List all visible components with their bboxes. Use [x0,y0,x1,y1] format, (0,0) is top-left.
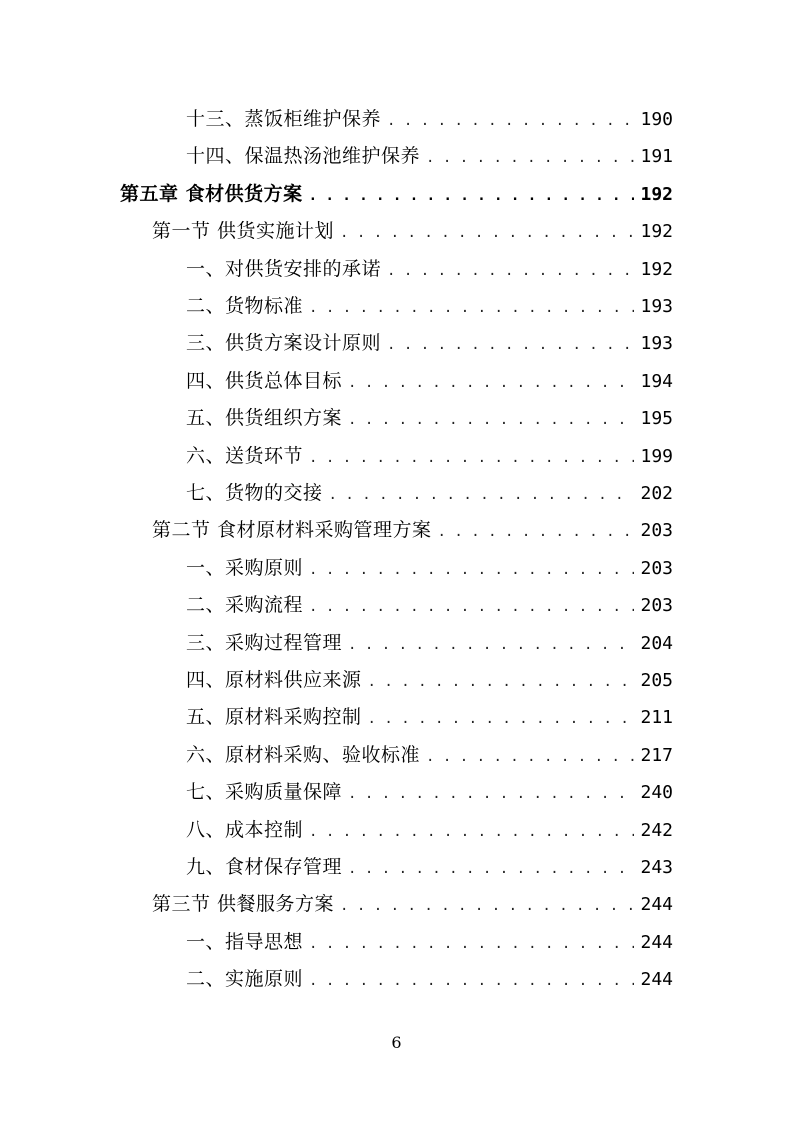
toc-dot-leader [309,446,634,470]
toc-entry[interactable] [186,331,673,355]
toc-entry-page-number: 211 [640,707,673,728]
toc-dot-leader [348,371,634,395]
toc-dot-leader [309,184,635,208]
toc-dot-leader [387,109,634,133]
toc-entry-title: 九、食材保存管理 [186,856,343,878]
toc-entry[interactable] [186,780,673,804]
toc-entry-page-number: 242 [640,820,673,841]
toc-entry-title: 二、货物标准 [186,295,304,317]
toc-entry-title: 十三、蒸饭柜维护保养 [186,108,382,130]
toc-entry[interactable] [152,219,673,243]
toc-entry-title: 二、实施原则 [186,968,304,990]
toc-entry-page-number: 217 [640,745,673,766]
toc-entry-page-number: 244 [640,894,673,915]
toc-entry-title: 一、对供货安排的承诺 [186,258,382,280]
toc-entry-title: 第二节 食材原材料采购管理方案 [152,519,432,541]
toc-dot-leader [348,633,634,657]
toc-entry-page-number: 203 [640,520,673,541]
toc-entry-title: 五、供货组织方案 [186,407,343,429]
toc-entry-page-number: 192 [640,184,673,205]
toc-entry-title: 六、送货环节 [186,445,304,467]
toc-entry-title: 第三节 供餐服务方案 [152,893,335,915]
toc-dot-leader [309,296,634,320]
toc-entry-page-number: 203 [640,595,673,616]
toc-entry-page-number: 240 [640,782,673,803]
toc-entry-title: 六、原材料采购、验收标准 [186,744,421,766]
toc-entry-page-number: 193 [640,333,673,354]
toc-dot-leader [309,969,634,993]
toc-dot-leader [387,259,634,283]
toc-entry[interactable] [186,144,673,168]
toc-entry-title: 八、成本控制 [186,819,304,841]
toc-dot-leader [309,595,634,619]
toc-dot-leader [348,408,634,432]
toc-entry[interactable] [186,406,673,430]
toc-entry[interactable] [186,444,673,468]
toc-entry[interactable] [186,855,673,879]
toc-entry[interactable] [152,892,673,916]
toc-entry-title: 四、供货总体目标 [186,370,343,392]
toc-entry-page-number: 195 [640,408,673,429]
toc-dot-leader [387,333,634,357]
toc-entry[interactable] [186,294,673,318]
toc-entry-page-number: 192 [640,221,673,242]
toc-entry-title: 五、原材料采购控制 [186,706,362,728]
toc-entry-title: 七、采购质量保障 [186,781,343,803]
toc-entry-page-number: 244 [640,932,673,953]
toc-entry-page-number: 192 [640,259,673,280]
toc-entry-title: 七、货物的交接 [186,482,323,504]
toc-entry[interactable] [186,930,673,954]
toc-entry[interactable] [186,107,673,131]
toc-entry-page-number: 193 [640,296,673,317]
toc-dot-leader [348,857,634,881]
toc-entry[interactable] [186,369,673,393]
toc-entry-page-number: 202 [640,483,673,504]
toc-dot-leader [348,782,634,806]
toc-dot-leader [309,932,634,956]
toc-entry-title: 三、采购过程管理 [186,632,343,654]
toc-dot-leader [426,146,634,170]
toc-entry-title: 二、采购流程 [186,594,304,616]
toc-dot-leader [309,820,634,844]
toc-entry-page-number: 190 [640,109,673,130]
toc-entry-page-number: 194 [640,371,673,392]
toc-entry-page-number: 199 [640,446,673,467]
toc-entry[interactable] [186,668,673,692]
toc-entry-title: 一、采购原则 [186,557,304,579]
toc-entry-page-number: 204 [640,633,673,654]
toc-entry[interactable] [186,705,673,729]
toc-entry[interactable] [186,967,673,991]
toc-entry-page-number: 191 [640,146,673,167]
toc-dot-leader [340,221,634,245]
toc-entry-title: 四、原材料供应来源 [186,669,362,691]
page-number: 6 [391,1033,402,1052]
toc-entry-page-number: 205 [640,670,673,691]
toc-dot-leader [426,745,634,769]
toc-entry[interactable] [186,593,673,617]
toc-dot-leader [329,483,635,507]
toc-entry-title: 三、供货方案设计原则 [186,332,382,354]
toc-entry[interactable] [186,743,673,767]
toc-dot-leader [309,558,634,582]
toc-entry[interactable] [186,818,673,842]
toc-entry[interactable] [120,182,673,206]
toc-entry-page-number: 203 [640,558,673,579]
toc-entry-title: 一、指导思想 [186,931,304,953]
toc-entry-page-number: 243 [640,857,673,878]
toc-entry[interactable] [186,481,673,505]
toc-entry[interactable] [152,518,673,542]
toc-entry-page-number: 244 [640,969,673,990]
toc-entry-title: 十四、保温热汤池维护保养 [186,145,421,167]
toc-entry[interactable] [186,556,673,580]
toc-entry-title: 第一节 供货实施计划 [152,220,335,242]
toc-dot-leader [368,707,635,731]
toc-dot-leader [340,894,634,918]
toc-dot-leader [438,520,635,544]
toc-entry-title: 第五章 食材供货方案 [120,183,303,205]
toc-dot-leader [368,670,635,694]
toc-entry[interactable] [186,631,673,655]
toc-entry[interactable] [186,257,673,281]
